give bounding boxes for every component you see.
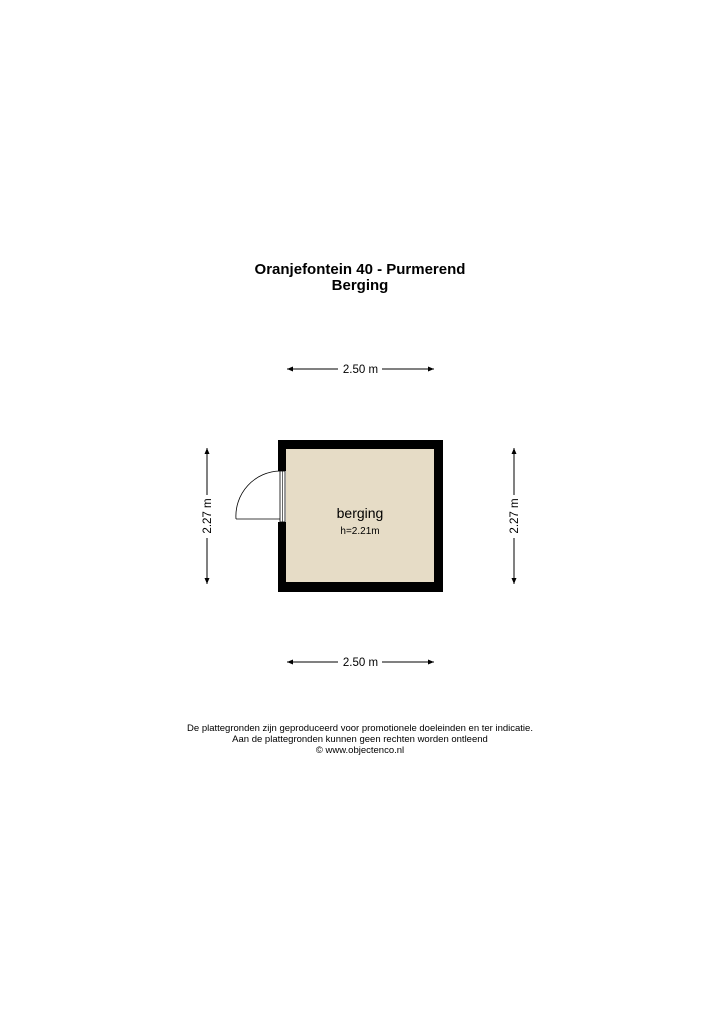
room-height-label: h=2.21m — [340, 526, 380, 537]
dimension-top-label: 2.50 m — [342, 364, 379, 376]
disclaimer-line2: Aan de plattegronden kunnen geen rechten worden ontleend — [232, 734, 488, 745]
dimension-left-label: 2.27 m — [202, 498, 214, 534]
dimension-top — [287, 364, 434, 376]
dimension-right-label: 2.27 m — [509, 498, 521, 534]
dimension-bottom-label: 2.50 m — [342, 657, 379, 669]
dimension-bottom — [287, 657, 434, 669]
disclaimer-line1: De plattegronden zijn geproduceerd voor promotionele doeleinden en ter indicatie. — [187, 723, 533, 734]
dimension-right — [509, 448, 521, 584]
room-name-label: berging — [336, 505, 384, 521]
door-icon — [236, 471, 285, 522]
page-title: Oranjefontein 40 - Purmerend — [254, 261, 466, 278]
copyright-line: © www.objectenco.nl — [315, 745, 405, 756]
page-subtitle: Berging — [331, 277, 389, 294]
dimension-left — [202, 448, 214, 584]
